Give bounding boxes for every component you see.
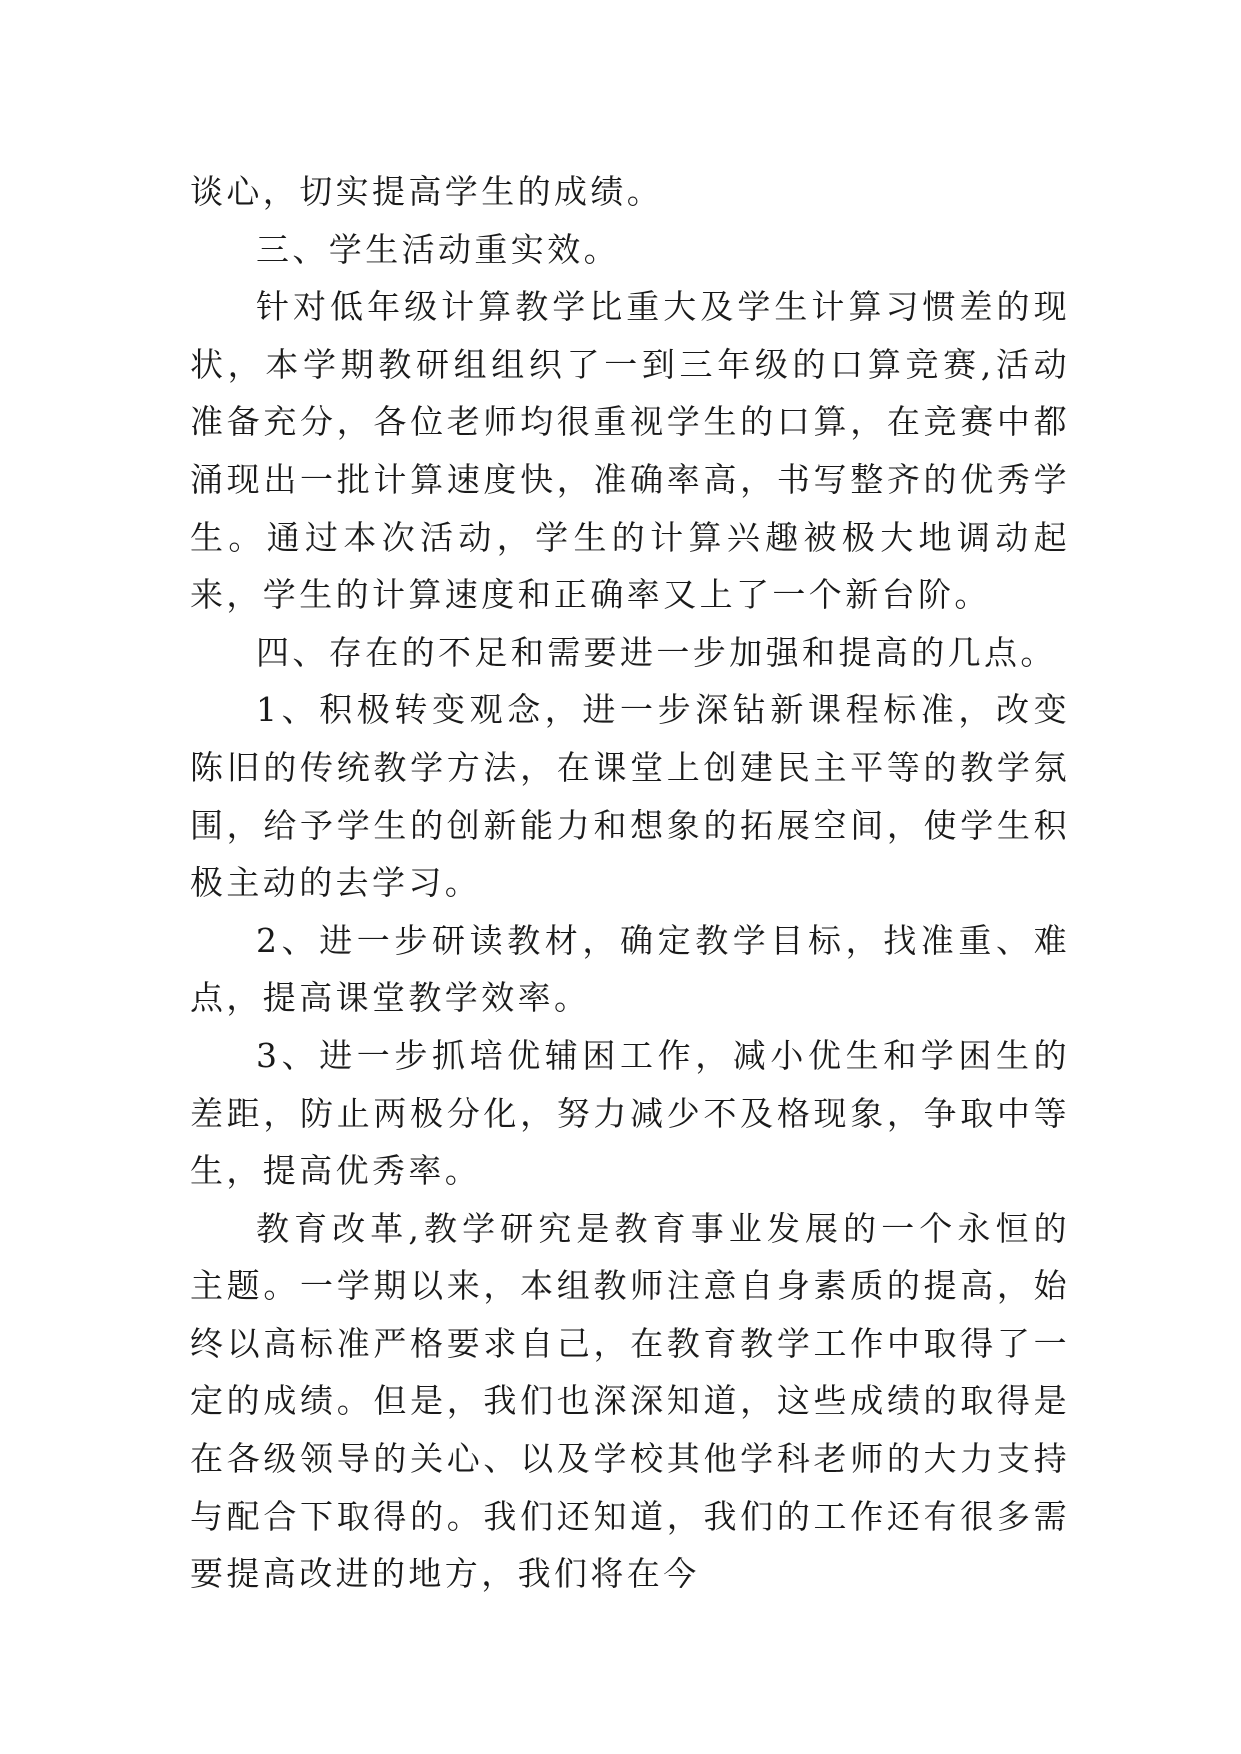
section-heading-4: 四、存在的不足和需要进一步加强和提高的几点。 (256, 632, 1057, 672)
document-body (190, 163, 1070, 1603)
paragraph-oral-arithmetic-contest: 针对低年级计算教学比重大及学生计算习惯差的现状，本学期教研组组织了一到三年级的口算竞赛,活动准备充分，各位老师均很重视学生的口算，在竞赛中都涌现出一批计算速度快，准确率高，书写整齐的优秀学生。通过本次活动，学生的计算兴趣被极大地调动起来，学生的计算速度和正确率又上了一个新台阶。 (190, 287, 1070, 615)
list-item-1: 1、积极转变观念，进一步深钻新课程标准，改变陈旧的传统教学方法，在课堂上创建民主平等的教学氛围，给予学生的创新能力和想象的拓展空间，使学生积极主动的去学习。 (190, 690, 1070, 903)
paragraph-1: 谈心，切实提高学生的成绩。 (190, 172, 664, 211)
list-item-3: 3、进一步抓培优辅困工作，减小优生和学困生的差距，防止两极分化，努力减少不及格现象，争取中等生，提高优秀率。 (190, 1035, 1070, 1191)
section-heading-3: 三、学生活动重实效。 (256, 229, 620, 269)
closing-paragraph: 教育改革,教学研究是教育事业发展的一个永恒的主题。一学期以来，本组教师注意自身素质的提高，始终以高标准严格要求自己，在教育教学工作中取得了一定的成绩。但是，我们也深深知道，这些成绩的取得是在各级领导的关心、以及学校其他学科老师的大力支持与配合下取得的。我们还知道，我们的工作还有很多需要提高改进的地方，我们将在今 (190, 1208, 1070, 1594)
list-item-2: 2、进一步研读教材，确定教学目标，找准重、难点，提高课堂教学效率。 (190, 920, 1070, 1018)
